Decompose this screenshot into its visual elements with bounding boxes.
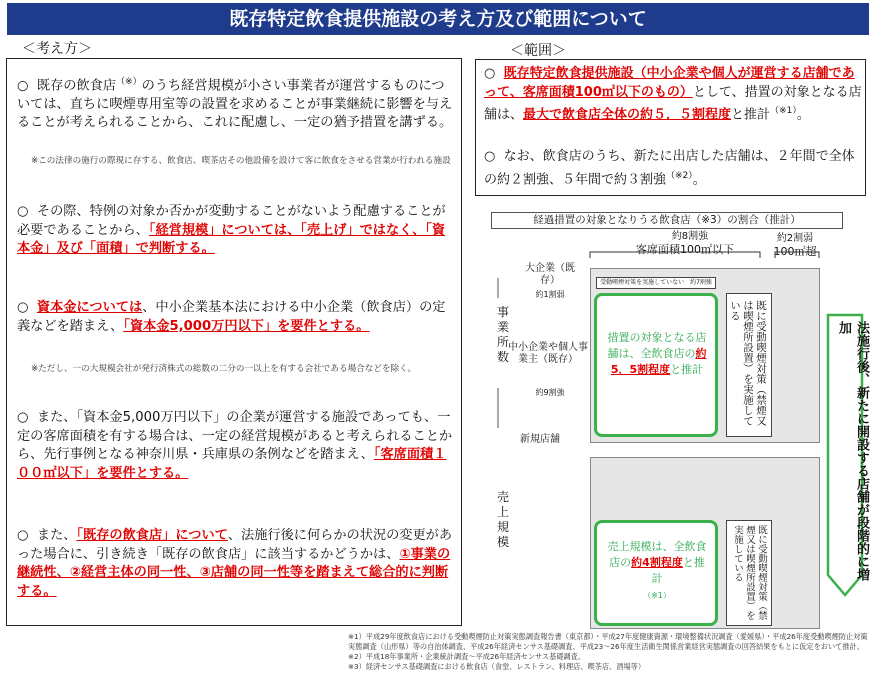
r2-text: なお、飲食店のうち、新たに出店した店舗は、２年間で全体の約２割強、５年間で約３割強	[484, 149, 855, 187]
right-heading: ＜範囲＞	[510, 43, 566, 59]
existing-measures-box-2	[726, 520, 772, 626]
r1-text-a: として、措置の対象となる店舗は、	[484, 84, 862, 123]
target-shops-share: 約5．5割程度	[610, 347, 707, 376]
r1-end: 。	[796, 107, 810, 123]
row-sme-share: 約9割強	[535, 388, 565, 397]
target-shops-text	[605, 330, 709, 378]
footnotes	[348, 632, 868, 672]
axis-lines	[488, 278, 508, 578]
p5-text-b: 、法施行後に何らかの状況の変更があった場合に、引き続き「既存の飲食店」に該当するかどうかは、	[17, 528, 453, 562]
bullet: ○	[17, 78, 29, 94]
p5-red-b: ①事業の継続性、②経営主体の同一性、③店舗の同一性等を踏まえて総合的に判断する。	[17, 546, 451, 599]
new-shops-text: 法施行後、新たに開設する店舗が段階的に増加	[836, 321, 869, 581]
scope-paragraph-1	[484, 65, 862, 125]
r2-mark: （※2）	[666, 170, 693, 181]
large-enterprise-bar: 受動喫煙対策を実施していない 約7割強	[596, 277, 716, 289]
r1-red-a: 既存特定飲食提供施設（中小企業や個人が運営する店舗であって、客席面積100㎡以下のもの）	[484, 66, 855, 100]
col2-label: 100㎡超	[773, 245, 817, 258]
scope-box	[475, 59, 866, 196]
row-sme-label: 中小企業や個人事業主（既存）	[508, 342, 588, 365]
paragraph-4	[17, 409, 457, 483]
existing-measures-text-2: 既に受動喫煙対策（禁煙又は喫煙所設置）を実施している	[732, 525, 767, 620]
diagram-title: 経過措置の対象となりうる飲食店（※3）の割合（推計）	[491, 212, 843, 229]
scope-paragraph-2	[484, 148, 862, 189]
p1-text-a: 既存の飲食店	[36, 78, 117, 94]
p5-text-a: また、	[36, 528, 77, 543]
bullet: ○	[17, 528, 29, 543]
target-shops-text-c: と推計	[670, 363, 704, 376]
p3-text: 、中小企業基本法における中小企業（飲食店）の定義などを踏まえ、	[17, 300, 446, 334]
col1-share: 約8割強	[671, 231, 709, 242]
sales-share-text-a: 売上規模は、全飲食店の	[607, 540, 707, 569]
p2-text: その際、特例の対象か否かが変動することがないよう配慮することが必要であることから、	[17, 204, 446, 238]
new-shops-arrow	[824, 313, 869, 597]
sales-share-value: 約4割程度	[631, 556, 683, 569]
footnote-2: ※2）平成18年事業所・企業統計調査〜平成26年経済センサス基礎調査。	[348, 652, 586, 661]
p1-mark: （※）	[116, 77, 142, 87]
paragraph-1	[17, 73, 457, 133]
row-large-share: 約1割弱	[535, 290, 565, 299]
p3-red-b: 「資本金5,000万円以下」を要件とする。	[123, 318, 370, 334]
r1-text-b: と推計	[731, 107, 771, 123]
bullet: ○	[17, 300, 29, 315]
paragraph-2	[17, 203, 457, 259]
p1-note: ※この法律の施行の際現に存する、飲食店、喫茶店その他設備を設けて客に飲食をさせる営業が行われる施設	[31, 156, 451, 166]
p3-note: ※ただし、一の大規模会社が発行済株式の総数の二分の一以上を有する会社である場合などを除く。	[31, 364, 417, 374]
sales-share-text	[605, 539, 709, 604]
left-heading: ＜考え方＞	[22, 41, 92, 57]
bullet: ○	[17, 204, 29, 219]
p5-red-a: 「既存の飲食店」について	[76, 528, 228, 543]
existing-measures-text-1: 既に受動喫煙対策（禁煙又は喫煙所設置）を実施している	[729, 300, 767, 426]
target-shops-box	[594, 293, 718, 437]
r1-mark: （※1）	[770, 106, 797, 116]
col2-share: 約2割弱	[776, 233, 814, 244]
row-new-label: 新規店舗	[520, 434, 560, 445]
page-title: 既存特定飲食提供施設の考え方及び範囲について	[7, 3, 869, 35]
sales-share-text-c: と推計	[651, 556, 705, 585]
col1-label: 客席面積100㎡以下	[636, 243, 734, 256]
footnote-3: ※3）経済センサス基礎調査における飲食店（食堂、レストラン、料理店、喫茶店、酒場等）	[348, 662, 646, 671]
left-panel	[6, 58, 462, 626]
existing-measures-box-1	[726, 293, 772, 437]
bullet: ○	[484, 66, 496, 81]
column-brackets	[585, 230, 825, 270]
axis-business-count: 事業所数	[496, 305, 509, 364]
p1-text-b: のうち経営規模が小さい事業者が運営するものについては、直ちに喫煙専用室等の設置を求めることが事業継続に影響を与えることが考えられることから、これに配慮し、一定の猶予措置を講ずる。	[17, 78, 453, 131]
sales-share-box	[594, 520, 718, 626]
row-large-label: 大企業（既存）	[525, 263, 575, 286]
axis-sales: 売上規模	[496, 490, 509, 549]
r2-end: 。	[692, 171, 706, 187]
sales-share-note: （※1）	[643, 591, 671, 600]
target-shops-text-a: 措置の対象となる店舗は、全飲食店の	[607, 331, 707, 360]
p4-text: また、「資本金5,000万円以下」の企業が運営する施設であっても、一定の客席面積を有する場合は、一定の経営規模があると考えられることから、先行事例となる神奈川県・兵庫県の条例などを踏まえ、	[17, 410, 453, 462]
bullet: ○	[484, 149, 496, 164]
footnote-1: ※1）平成29年度飲食店における受動喫煙防止対策実態調査報告書（東京都）・平成27年度健康資源・環境整備状況調査（愛媛県）・平成26年度受動喫煙防止対策実態調査（山形県）等の自治体調査、平成26年経済センサス基礎調査、平成23〜26年度生活衛生関係営業経営実態調査の回答結果をもとに仮定をおいて推計。	[348, 632, 868, 651]
paragraph-5	[17, 527, 457, 601]
p2-red: 「経営規模」については、「売上げ」ではなく、「資本金」及び「面積」で判断する。	[17, 222, 446, 256]
p4-red: 「客席面積１００㎡以下」を要件とする。	[17, 447, 447, 481]
bullet: ○	[17, 410, 29, 425]
r1-red-b: 最大で飲食店全体の約５．５割程度	[523, 107, 732, 123]
p3-red-a: 資本金については	[36, 300, 143, 315]
paragraph-3	[17, 299, 457, 336]
